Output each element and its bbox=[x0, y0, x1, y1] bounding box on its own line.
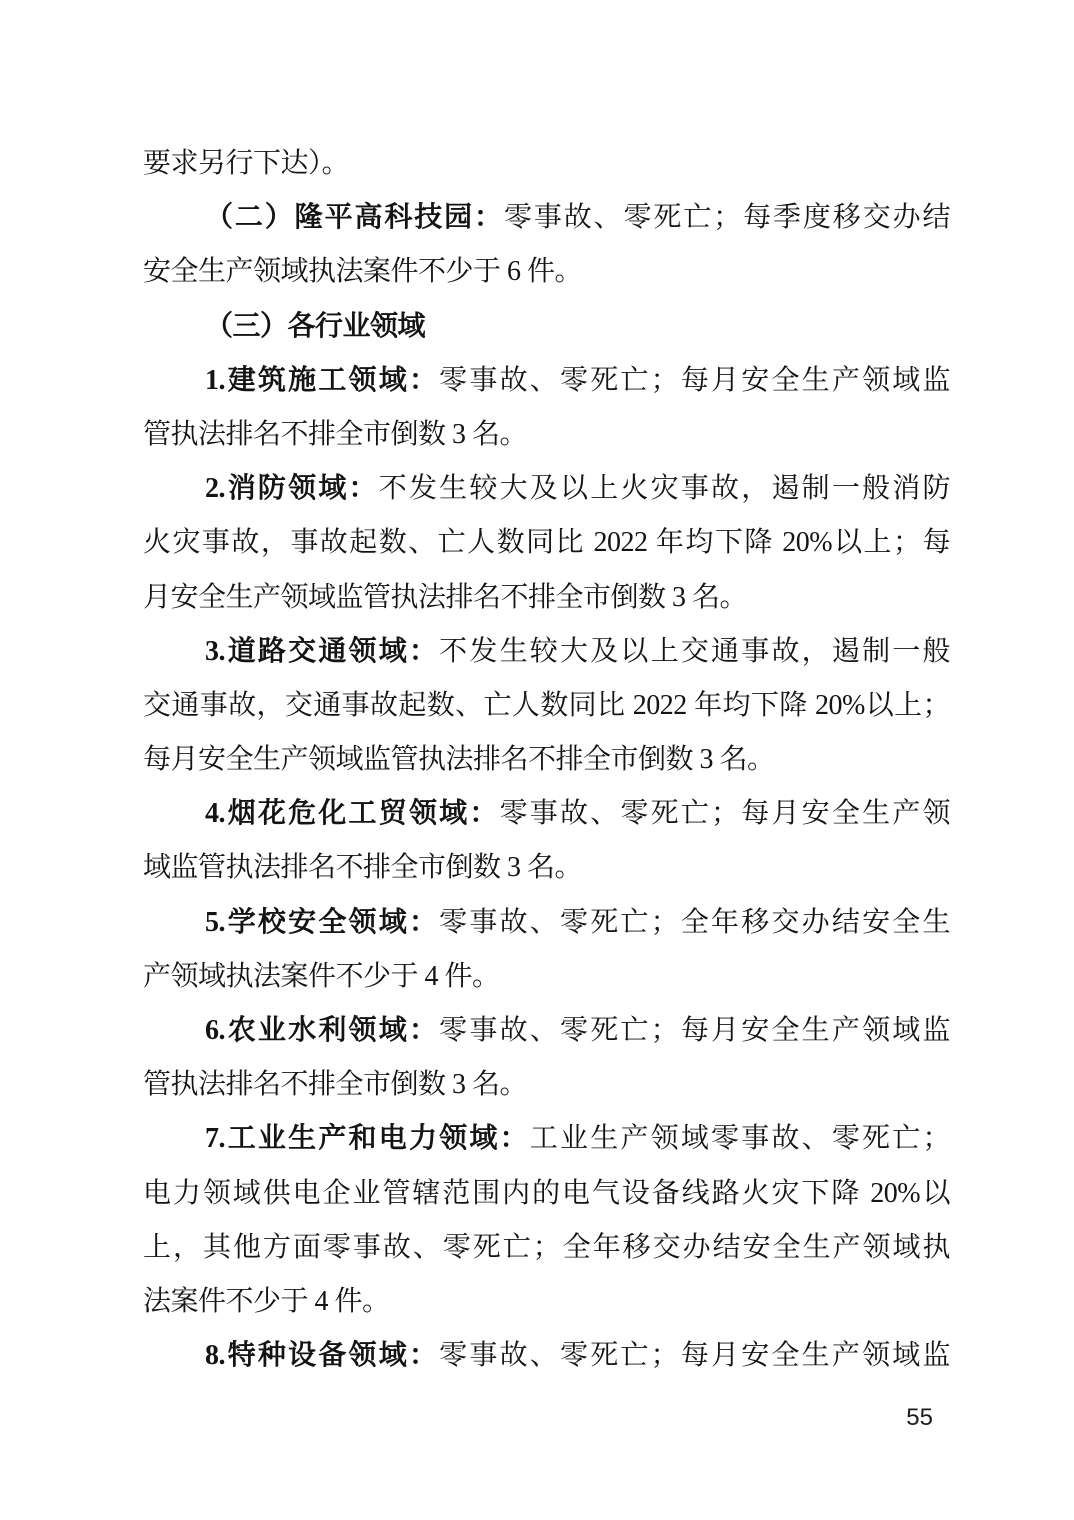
text-line bbox=[143, 1221, 950, 1275]
body-text-run: 不发生较大及以上交通事故，遏制一般 bbox=[439, 635, 950, 667]
heading-run: 6.农业水利领域： bbox=[205, 1015, 440, 1046]
heading-run: 1.建筑施工领域： bbox=[205, 364, 440, 396]
body-text-run: 管执法排名不排全市倒数 3 名。 bbox=[143, 418, 528, 450]
heading-run: 3.道路交通领域： bbox=[205, 635, 440, 667]
body-text-run: 零事故、零死亡；每月安全生产领域监 bbox=[439, 1015, 950, 1046]
text-line bbox=[143, 571, 950, 625]
text-line bbox=[143, 191, 950, 245]
body-text-run: 交通事故，交通事故起数、亡人数同比 2022 年均下降 20%以上； bbox=[143, 689, 950, 721]
heading-run: 7.工业生产和电力领域： bbox=[205, 1123, 530, 1155]
text-line bbox=[143, 1329, 950, 1383]
text-line bbox=[143, 1275, 950, 1329]
text-line bbox=[143, 679, 950, 733]
text-line bbox=[143, 950, 950, 1004]
body-text-run: 管执法排名不排全市倒数 3 名。 bbox=[143, 1069, 528, 1101]
text-line bbox=[143, 516, 950, 570]
text-line bbox=[143, 462, 950, 516]
body-text-run: 零事故、零死亡；每月安全生产领 bbox=[499, 798, 950, 830]
body-text-run: 工业生产领域零事故、零死亡； bbox=[529, 1123, 950, 1155]
body-text-run: 要求另行下达）。 bbox=[143, 148, 350, 179]
text-line bbox=[143, 625, 950, 679]
text-line bbox=[143, 408, 950, 462]
body-text-run: 零事故、零死亡；每月安全生产领域监 bbox=[439, 1340, 950, 1372]
body-text-run: 零事故、零死亡；每季度移交办结 bbox=[503, 202, 950, 234]
body-text-run: 上，其他方面零事故、零死亡；全年移交办结安全生产领域执 bbox=[143, 1231, 950, 1263]
text-line bbox=[143, 1004, 950, 1058]
text-line bbox=[143, 1167, 950, 1221]
heading-run: 2.消防领域： bbox=[205, 473, 379, 505]
text-line bbox=[143, 245, 950, 299]
body-text-run: 零事故、零死亡；每月安全生产领域监 bbox=[439, 364, 950, 396]
body-text-run: 安全生产领域执法案件不少于 6 件。 bbox=[143, 256, 583, 288]
heading-run: 5.学校安全领域： bbox=[205, 906, 440, 938]
body-text-run: 零事故、零死亡；全年移交办结安全生 bbox=[439, 906, 950, 938]
body-text-run: 电力领域供电企业管辖范围内的电气设备线路火灾下降 20%以 bbox=[143, 1177, 950, 1209]
text-line bbox=[143, 787, 950, 841]
heading-run: 8.特种设备领域： bbox=[205, 1340, 440, 1372]
text-line bbox=[143, 300, 950, 354]
document-body bbox=[143, 137, 950, 1383]
heading-run: （三）各行业领域 bbox=[205, 310, 426, 342]
text-line bbox=[143, 1112, 950, 1166]
body-text-run: 法案件不少于 4 件。 bbox=[143, 1285, 390, 1317]
heading-run: 4.烟花危化工贸领域： bbox=[205, 798, 500, 830]
text-line bbox=[143, 841, 950, 895]
heading-run: （二）隆平高科技园： bbox=[205, 202, 504, 234]
page-number: 55 bbox=[906, 1404, 933, 1431]
body-text-run: 不发生较大及以上火灾事故，遏制一般消防 bbox=[378, 473, 950, 505]
text-line bbox=[143, 1058, 950, 1112]
text-line bbox=[143, 896, 950, 950]
text-line bbox=[143, 733, 950, 787]
body-text-run: 产领域执法案件不少于 4 件。 bbox=[143, 960, 500, 992]
body-text-run: 域监管执法排名不排全市倒数 3 名。 bbox=[143, 852, 583, 884]
body-text-run: 每月安全生产领域监管执法排名不排全市倒数 3 名。 bbox=[143, 744, 775, 776]
text-line bbox=[143, 137, 950, 191]
body-text-run: 火灾事故，事故起数、亡人数同比 2022 年均下降 20%以上；每 bbox=[143, 527, 950, 559]
body-text-run: 月安全生产领域监管执法排名不排全市倒数 3 名。 bbox=[143, 581, 748, 613]
text-line bbox=[143, 354, 950, 408]
